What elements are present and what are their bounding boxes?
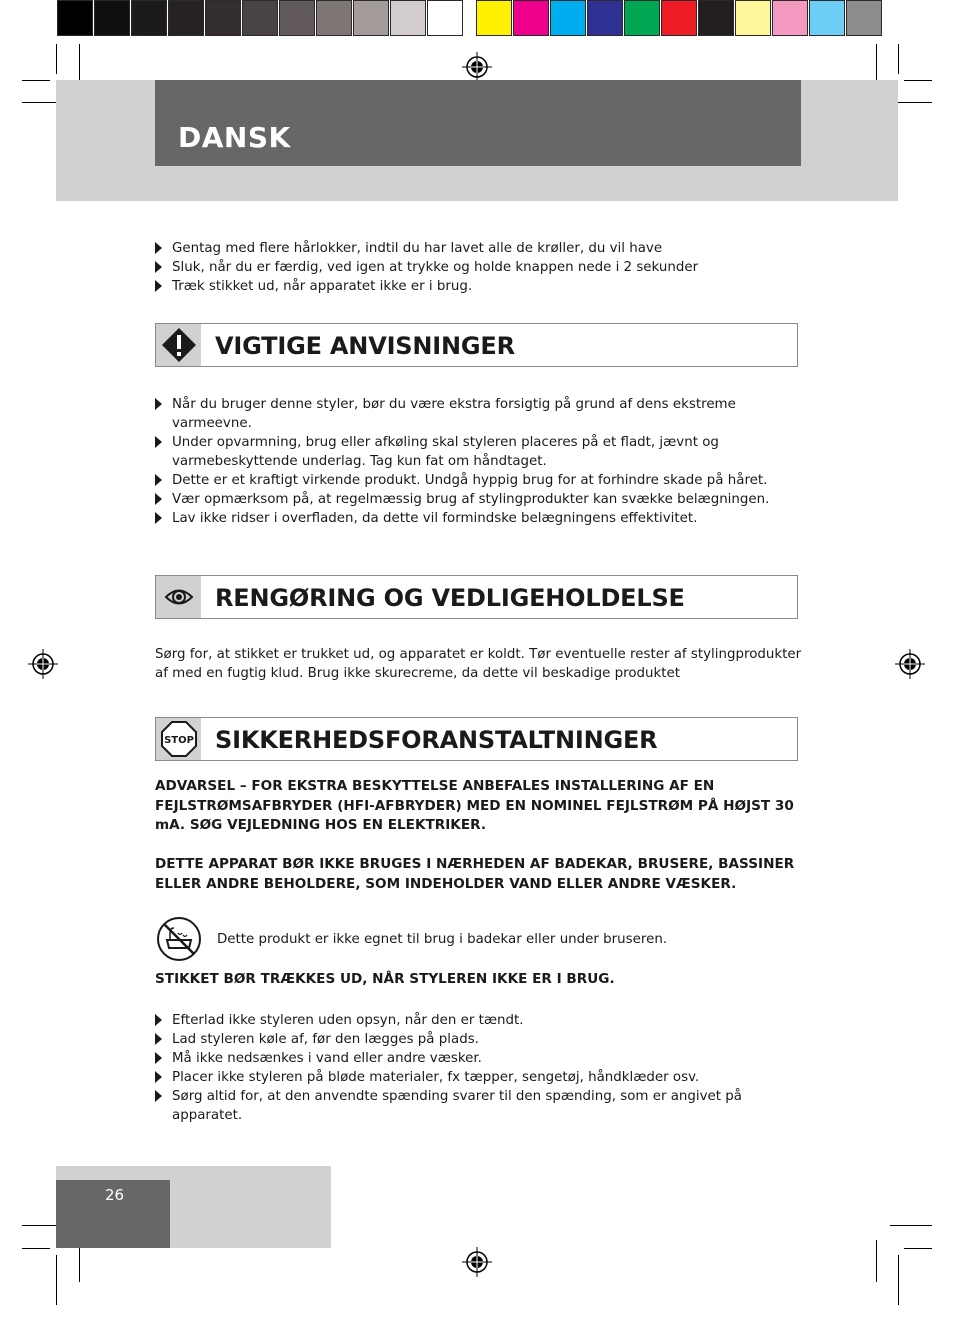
list-item: Sluk, når du er færdig, ved igen at trykke og holde knappen nede i 2 sekunder (155, 258, 795, 277)
gray-swatch (131, 0, 167, 36)
gray-swatch (353, 0, 389, 36)
color-swatch (772, 0, 808, 36)
list-item: Når du bruger denne styler, bør du være ekstra forsigtig på grund af dens ekstreme varmeevne. (155, 395, 795, 433)
bullet-arrow-icon (155, 1071, 162, 1083)
list-item: Dette er et kraftigt virkende produkt. Undgå hyppig brug for at forhindre skade på håret. (155, 471, 795, 490)
section-icon-cell (156, 324, 201, 366)
gray-swatch (94, 0, 130, 36)
list-item: Lav ikke ridser i overfladen, da dette vil formindske belægningens effektivitet. (155, 509, 795, 528)
color-swatch (513, 0, 549, 36)
bullet-arrow-icon (155, 1014, 162, 1026)
warning-rcd: ADVARSEL – FOR EKSTRA BESKYTTELSE ANBEFALES INSTALLERING AF EN FEJLSTRØMSAFBRYDER (HFI-AFBRYDER) MED EN NOMINEL FEJLSTRØM PÅ HØJST 30 mA. SØG VEJLEDNING HOS EN ELEKTRIKER. (155, 778, 794, 833)
color-swatch (809, 0, 845, 36)
bath-warning-text: Dette produkt er ikke egnet til brug i badekar eller under bruseren. (217, 932, 668, 947)
bullet-arrow-icon (155, 493, 162, 505)
bullet-arrow-icon (155, 512, 162, 524)
bullet-arrow-icon (155, 398, 162, 410)
crop-mark (22, 1248, 50, 1249)
stop-icon (160, 720, 198, 758)
bullet-arrow-icon (155, 1033, 162, 1045)
list-item: Sørg altid for, at den anvendte spænding svarer til den spænding, som er angivet på apparatet. (155, 1087, 795, 1125)
important-bullet-list (155, 395, 795, 528)
bullet-arrow-icon (155, 242, 162, 254)
page-title: DANSK (178, 121, 291, 154)
color-swatch (698, 0, 734, 36)
bullet-arrow-icon (155, 1052, 162, 1064)
safety-bullet-list (155, 1011, 795, 1125)
gray-swatch (279, 0, 315, 36)
crop-mark (56, 44, 57, 74)
warning-unplug: STIKKET BØR TRÆKKES UD, NÅR STYLEREN IKKE ER I BRUG. (155, 971, 615, 987)
cleaning-paragraph: Sørg for, at stikket er trukket ud, og apparatet er koldt. Tør eventuelle rester af stylingprodukter af med en fugtig klud. Brug ikke skurecreme, da dette vil beskadige produktet (155, 647, 802, 681)
gray-swatch (390, 0, 426, 36)
color-swatch (661, 0, 697, 36)
eye-icon (164, 586, 194, 608)
bullet-arrow-icon (155, 261, 162, 273)
section-header-cleaning (155, 575, 798, 619)
exclamation-icon (161, 327, 197, 363)
color-swatch (476, 0, 512, 36)
crop-mark (898, 1255, 899, 1305)
no-bath-icon (156, 916, 202, 962)
gray-swatch (316, 0, 352, 36)
gray-swatch (427, 0, 463, 36)
bullet-arrow-icon (155, 436, 162, 448)
color-swatch (587, 0, 623, 36)
section-header-important (155, 323, 798, 367)
crop-mark (904, 80, 932, 81)
crop-mark (904, 1248, 932, 1249)
warning-water: DETTE APPARAT BØR IKKE BRUGES I NÆRHEDEN AF BADEKAR, BRUSERE, BASSINER ELLER ANDRE BEHOLDERE, SOM INDEHOLDER VAND ELLER ANDRE VÆSKER. (155, 856, 795, 892)
registration-mark-icon (28, 649, 58, 679)
print-color-bar (57, 0, 883, 39)
bullet-arrow-icon (155, 280, 162, 292)
crop-mark (890, 1225, 932, 1226)
crop-mark (22, 80, 50, 81)
crop-mark (876, 1240, 877, 1282)
list-item: Placer ikke styleren på bløde materialer, fx tæpper, sengetøj, håndklæder osv. (155, 1068, 795, 1087)
page-number-box (56, 1180, 170, 1248)
bullet-arrow-icon (155, 474, 162, 486)
color-swatch (846, 0, 882, 36)
bullet-arrow-icon (155, 1090, 162, 1102)
intro-bullet-list (155, 239, 795, 296)
section-header-safety (155, 717, 798, 761)
color-swatch (550, 0, 586, 36)
section-title: SIKKERHEDSFORANSTALTNINGER (215, 726, 658, 754)
section-icon-cell (156, 718, 201, 760)
crop-mark (898, 44, 899, 74)
color-swatch (624, 0, 660, 36)
page-number: 26 (105, 1186, 125, 1204)
list-item: Efterlad ikke styleren uden opsyn, når den er tændt. (155, 1011, 795, 1030)
list-item: Må ikke nedsænkes i vand eller andre væsker. (155, 1049, 795, 1068)
list-item: Træk stikket ud, når apparatet ikke er i brug. (155, 277, 795, 296)
registration-mark-icon (462, 1247, 492, 1277)
section-icon-cell (156, 576, 201, 618)
list-item: Lad styleren køle af, før den lægges på plads. (155, 1030, 795, 1049)
list-item: Vær opmærksom på, at regelmæssig brug af stylingprodukter kan svække belægningen. (155, 490, 795, 509)
section-title: VIGTIGE ANVISNINGER (215, 332, 515, 360)
stop-icon-label: STOP (163, 735, 194, 746)
gray-swatch (57, 0, 93, 36)
gray-swatch (168, 0, 204, 36)
gray-swatch (242, 0, 278, 36)
registration-mark-icon (462, 52, 492, 82)
gray-swatch (205, 0, 241, 36)
section-title: RENGØRING OG VEDLIGEHOLDELSE (215, 584, 685, 612)
list-item: Under opvarmning, brug eller afkøling skal styleren placeres på et fladt, jævnt og varmebeskyttende underlag. Tag kun fat om håndtaget. (155, 433, 795, 471)
color-swatch (735, 0, 771, 36)
list-item: Gentag med flere hårlokker, indtil du har lavet alle de krøller, du vil have (155, 239, 795, 258)
crop-mark (56, 1255, 57, 1305)
registration-mark-icon (895, 649, 925, 679)
